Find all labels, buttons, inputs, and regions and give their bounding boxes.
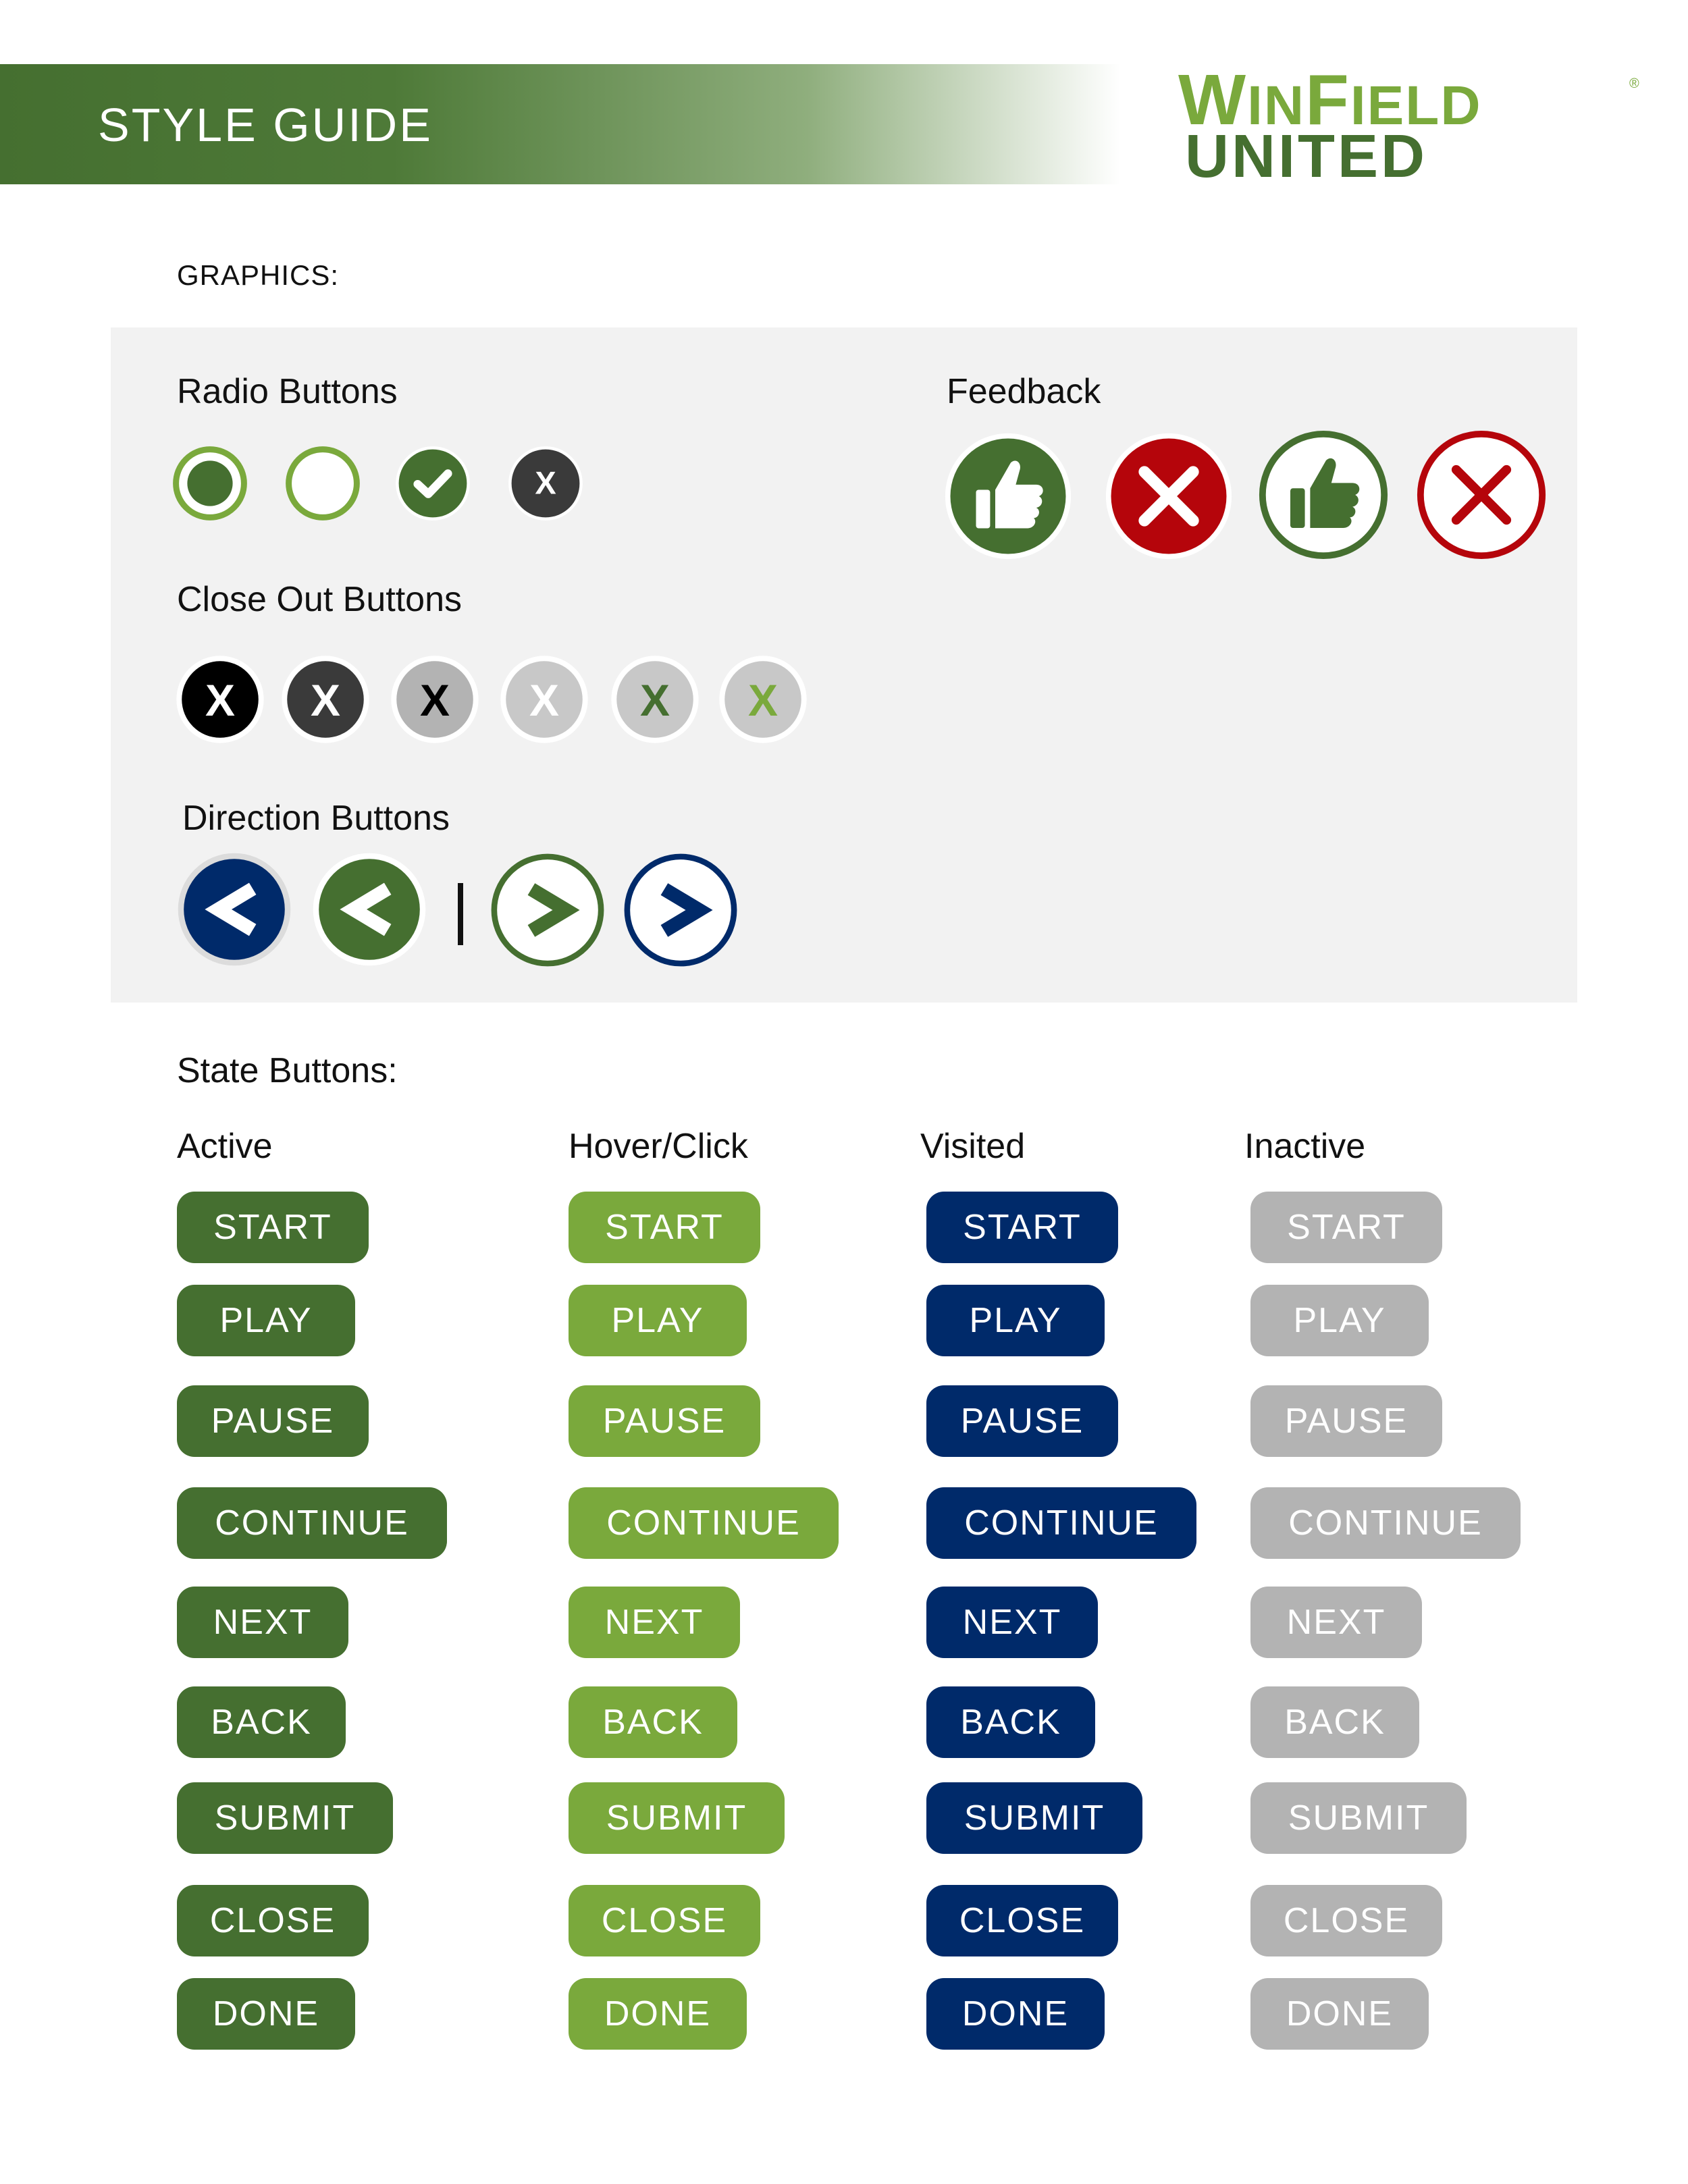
svg-text:X: X xyxy=(535,464,556,501)
inactive-play-button[interactable]: PLAY xyxy=(1250,1285,1429,1356)
svg-text:X: X xyxy=(310,674,341,725)
visited-done-button[interactable]: DONE xyxy=(926,1978,1105,2050)
close-out-buttons-heading: Close Out Buttons xyxy=(177,580,462,619)
thumbs-up-outline-icon xyxy=(1257,429,1390,561)
feedback-heading: Feedback xyxy=(947,372,1101,411)
visited-submit-button[interactable]: SUBMIT xyxy=(926,1782,1142,1854)
page-title: STYLE GUIDE xyxy=(98,99,433,151)
column-heading-hover-click: Hover/Click xyxy=(569,1127,748,1166)
svg-text:X: X xyxy=(639,674,670,725)
hover-click-play-button[interactable]: PLAY xyxy=(569,1285,747,1356)
inactive-submit-button[interactable]: SUBMIT xyxy=(1250,1782,1467,1854)
close-white-x-icon[interactable] xyxy=(500,655,589,744)
visited-start-button[interactable]: START xyxy=(926,1192,1118,1263)
radio-selected-icon[interactable] xyxy=(172,446,248,521)
logo-line-2: UNITED xyxy=(1185,123,1427,190)
direction-divider xyxy=(458,883,463,945)
hover-click-next-button[interactable]: NEXT xyxy=(569,1587,740,1658)
hover-click-pause-button[interactable]: PAUSE xyxy=(569,1385,760,1457)
column-heading-inactive: Inactive xyxy=(1244,1127,1366,1166)
active-pause-button[interactable]: PAUSE xyxy=(177,1385,369,1457)
active-done-button[interactable]: DONE xyxy=(177,1978,355,2050)
hover-click-submit-button[interactable]: SUBMIT xyxy=(569,1782,785,1854)
x-outline-icon xyxy=(1415,429,1548,561)
graphics-label: GRAPHICS: xyxy=(177,259,340,291)
chevron-left-green-icon[interactable] xyxy=(312,852,427,967)
thumbs-up-filled-icon xyxy=(944,432,1072,560)
hover-click-back-button[interactable]: BACK xyxy=(569,1686,737,1758)
active-next-button[interactable]: NEXT xyxy=(177,1587,348,1658)
svg-text:X: X xyxy=(205,674,236,725)
active-back-button[interactable]: BACK xyxy=(177,1686,346,1758)
svg-text:X: X xyxy=(529,674,560,725)
active-submit-button[interactable]: SUBMIT xyxy=(177,1782,393,1854)
visited-next-button[interactable]: NEXT xyxy=(926,1587,1098,1658)
inactive-continue-button[interactable]: CONTINUE xyxy=(1250,1487,1521,1559)
active-continue-button[interactable]: CONTINUE xyxy=(177,1487,447,1559)
registered-mark: ® xyxy=(1629,76,1639,91)
hover-click-close-button[interactable]: CLOSE xyxy=(569,1885,760,1956)
active-close-button[interactable]: CLOSE xyxy=(177,1885,369,1956)
svg-text:X: X xyxy=(747,674,779,725)
close-light-gray-icon[interactable] xyxy=(390,655,479,744)
inactive-back-button[interactable]: BACK xyxy=(1250,1686,1419,1758)
column-heading-visited: Visited xyxy=(920,1127,1026,1166)
active-start-button[interactable]: START xyxy=(177,1192,369,1263)
hover-click-done-button[interactable]: DONE xyxy=(569,1978,747,2050)
close-green-x-icon[interactable] xyxy=(610,655,700,744)
column-heading-active: Active xyxy=(177,1127,273,1166)
inactive-pause-button[interactable]: PAUSE xyxy=(1250,1385,1442,1457)
direction-buttons-heading: Direction Buttons xyxy=(182,799,450,838)
winfield-united-logo xyxy=(1178,60,1644,192)
radio-correct-icon[interactable] xyxy=(395,446,471,521)
inactive-next-button[interactable]: NEXT xyxy=(1250,1587,1422,1658)
close-black-icon[interactable] xyxy=(176,655,265,744)
inactive-close-button[interactable]: CLOSE xyxy=(1250,1885,1442,1956)
radio-incorrect-icon[interactable] xyxy=(508,446,583,521)
x-filled-icon xyxy=(1105,432,1233,560)
hover-click-start-button[interactable]: START xyxy=(569,1192,760,1263)
state-buttons-heading: State Buttons: xyxy=(177,1051,398,1090)
visited-pause-button[interactable]: PAUSE xyxy=(926,1385,1118,1457)
visited-back-button[interactable]: BACK xyxy=(926,1686,1095,1758)
chevron-right-green-outline-icon[interactable] xyxy=(490,852,606,968)
visited-continue-button[interactable]: CONTINUE xyxy=(926,1487,1196,1559)
active-play-button[interactable]: PLAY xyxy=(177,1285,355,1356)
radio-unselected-icon[interactable] xyxy=(285,446,361,521)
chevron-right-blue-outline-icon[interactable] xyxy=(623,852,739,968)
inactive-done-button[interactable]: DONE xyxy=(1250,1978,1429,2050)
visited-close-button[interactable]: CLOSE xyxy=(926,1885,1118,1956)
visited-play-button[interactable]: PLAY xyxy=(926,1285,1105,1356)
svg-text:X: X xyxy=(419,674,450,725)
chevron-left-blue-icon[interactable] xyxy=(177,852,292,967)
logo-line-1: WINFIELD xyxy=(1178,60,1482,140)
hover-click-continue-button[interactable]: CONTINUE xyxy=(569,1487,839,1559)
inactive-start-button[interactable]: START xyxy=(1250,1192,1442,1263)
close-lime-x-icon[interactable] xyxy=(718,655,808,744)
close-dark-gray-icon[interactable] xyxy=(281,655,370,744)
radio-buttons-heading: Radio Buttons xyxy=(177,372,398,411)
